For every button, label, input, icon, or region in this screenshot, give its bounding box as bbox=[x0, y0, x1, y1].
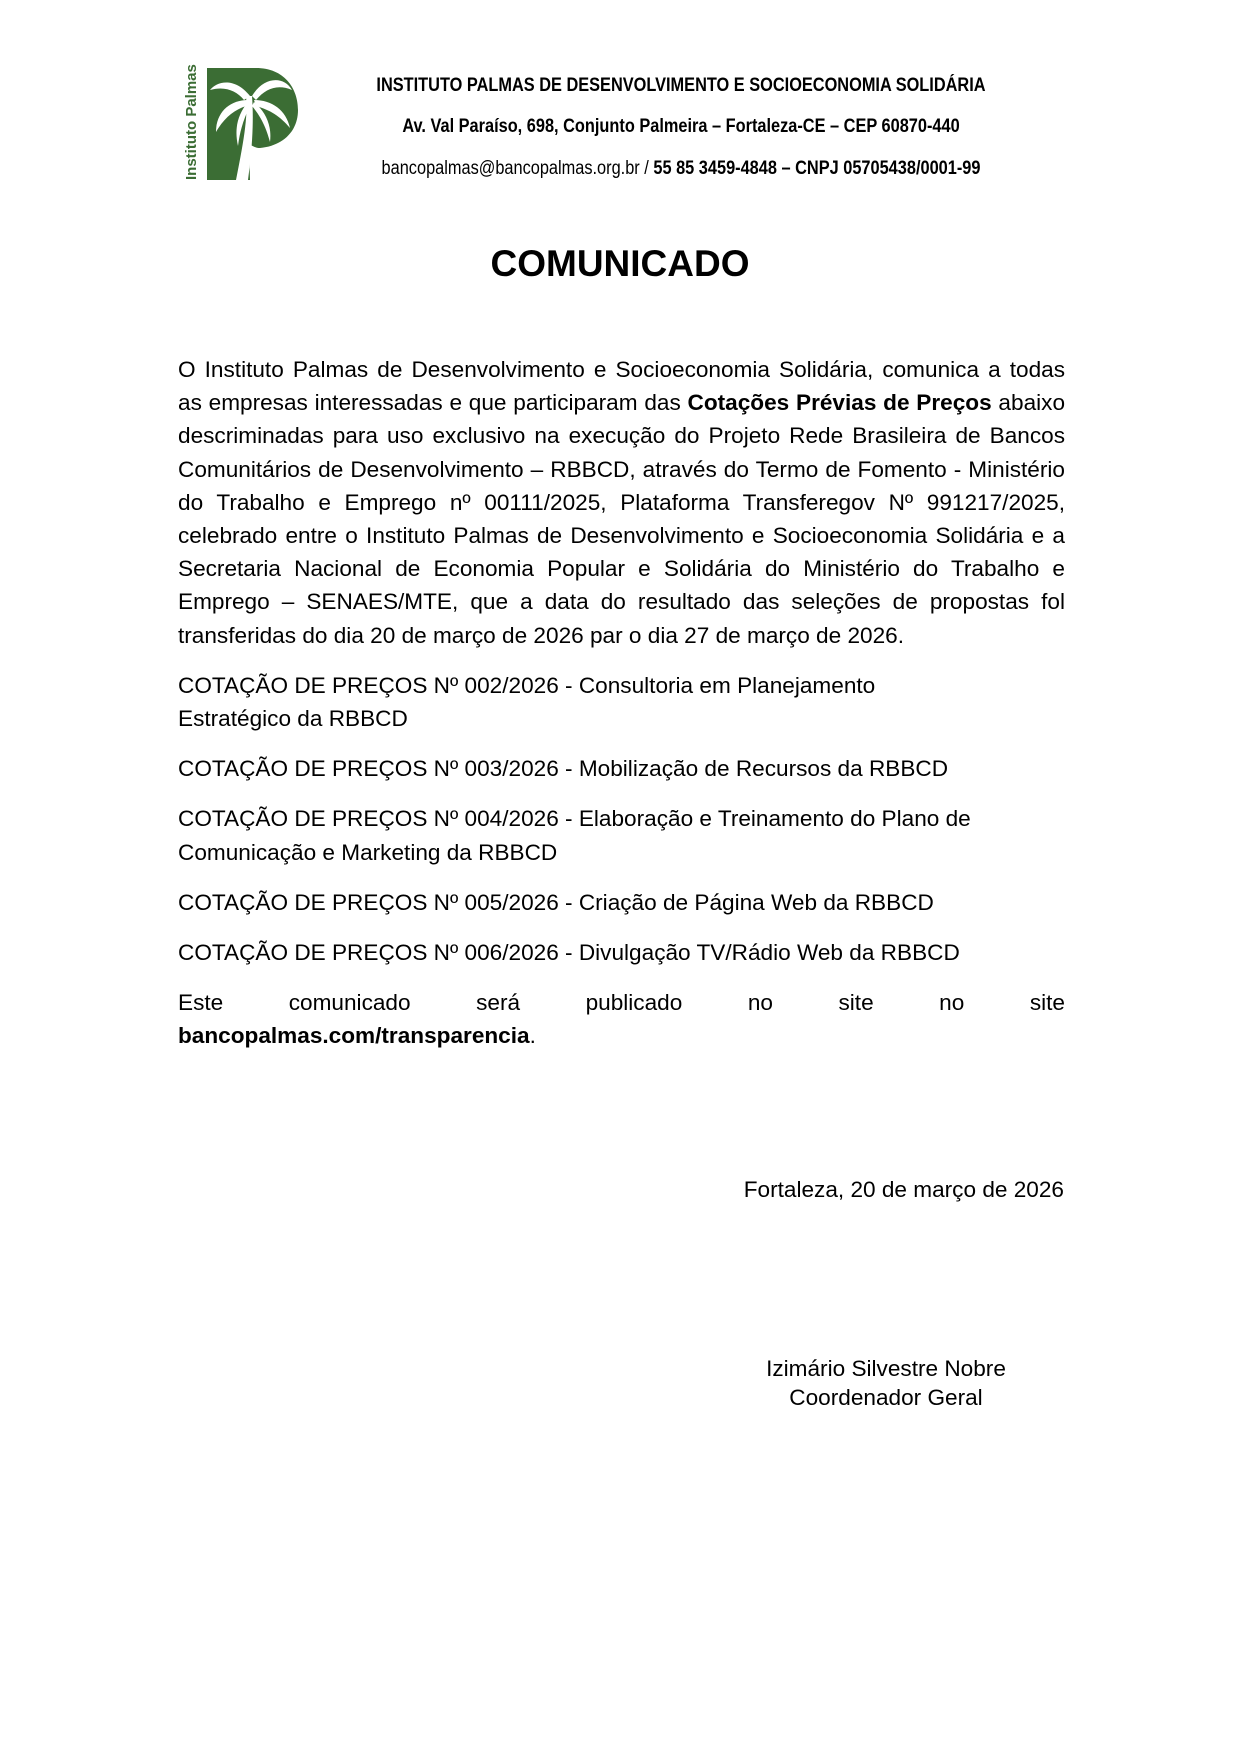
intro-text-1: O Instituto Palmas de Desenvolvimento e Socioeconomia Solidária, comunica a todas as empresas interessadas e que participaram das bbox=[178, 357, 1065, 416]
quotation-item: COTAÇÃO DE PREÇOS Nº 004/2026 - Elaboração e Treinamento do Plano de Comunicação e Marketing da RBBCD bbox=[178, 806, 971, 865]
signature-block bbox=[736, 1354, 1036, 1412]
org-phone-cnpj: 55 85 3459-4848 – CNPJ 05705438/0001-99 bbox=[653, 158, 981, 179]
signatory-name: Izimário Silvestre Nobre bbox=[766, 1356, 1006, 1381]
intro-paragraph bbox=[178, 353, 1065, 652]
contact-separator: / bbox=[639, 158, 654, 179]
intro-text-2: abaixo descriminadas para uso exclusivo na execução do Projeto Rede Brasileira de Bancos Comunitários de Desenvolvimento – RBBCD, através do Termo de Fomento - Ministério do Trabalho e Emprego nº 00111/2025, Plataforma Transferegov Nº 991217/2025, celebrado entre o Instituto Palmas de Desenvolvimento e Socioeconomia Solidária e a Secretaria Nacional de Economia Popular e Solidária do Ministério do Trabalho e Emprego – SENAES/MTE, que a data do resultado das seleções de propostas fol transferidas do dia 20 de março de 2026 par o dia 27 de março de 2026. bbox=[178, 390, 1066, 648]
org-name: INSTITUTO PALMAS DE DESENVOLVIMENTO E SOCIOECONOMIA SOLIDÁRIA bbox=[376, 75, 986, 96]
quotation-item: COTAÇÃO DE PREÇOS Nº 002/2026 - Consultoria em Planejamento Estratégico da RBBCD bbox=[178, 672, 876, 732]
transparency-link[interactable]: bancopalmas.com/transparencia bbox=[178, 1023, 530, 1049]
document-title: COMUNICADO bbox=[490, 243, 750, 284]
quotation-item: COTAÇÃO DE PREÇOS Nº 005/2026 - Criação de Página Web da RBBCD bbox=[178, 889, 934, 915]
document-body bbox=[178, 353, 1065, 1070]
org-email: bancopalmas@bancopalmas.org.br bbox=[381, 158, 640, 179]
publication-paragraph bbox=[178, 986, 1065, 1052]
org-address: Av. Val Paraíso, 698, Conjunto Palmeira – Fortaleza-CE – CEP 60870-440 bbox=[402, 116, 960, 137]
publication-end: . bbox=[529, 1023, 536, 1049]
intro-bold-text: Cotações Prévias de Preços bbox=[687, 390, 992, 416]
palm-tree-logo-icon bbox=[183, 64, 300, 182]
org-contact bbox=[371, 158, 992, 180]
institute-logo bbox=[183, 64, 300, 182]
quotation-item: COTAÇÃO DE PREÇOS Nº 006/2026 - Divulgação TV/Rádio Web da RBBCD bbox=[178, 940, 960, 966]
logo-vertical-text: Instituto Palmas bbox=[183, 64, 200, 180]
date-line: Fortaleza, 20 de março de 2026 bbox=[743, 1177, 1064, 1202]
publication-text: Este comunicado será publicado no site no site bbox=[178, 990, 1065, 1016]
signatory-role: Coordenador Geral bbox=[789, 1385, 983, 1410]
quotation-item: COTAÇÃO DE PREÇOS Nº 003/2026 - Mobilização de Recursos da RBBCD bbox=[178, 756, 949, 782]
